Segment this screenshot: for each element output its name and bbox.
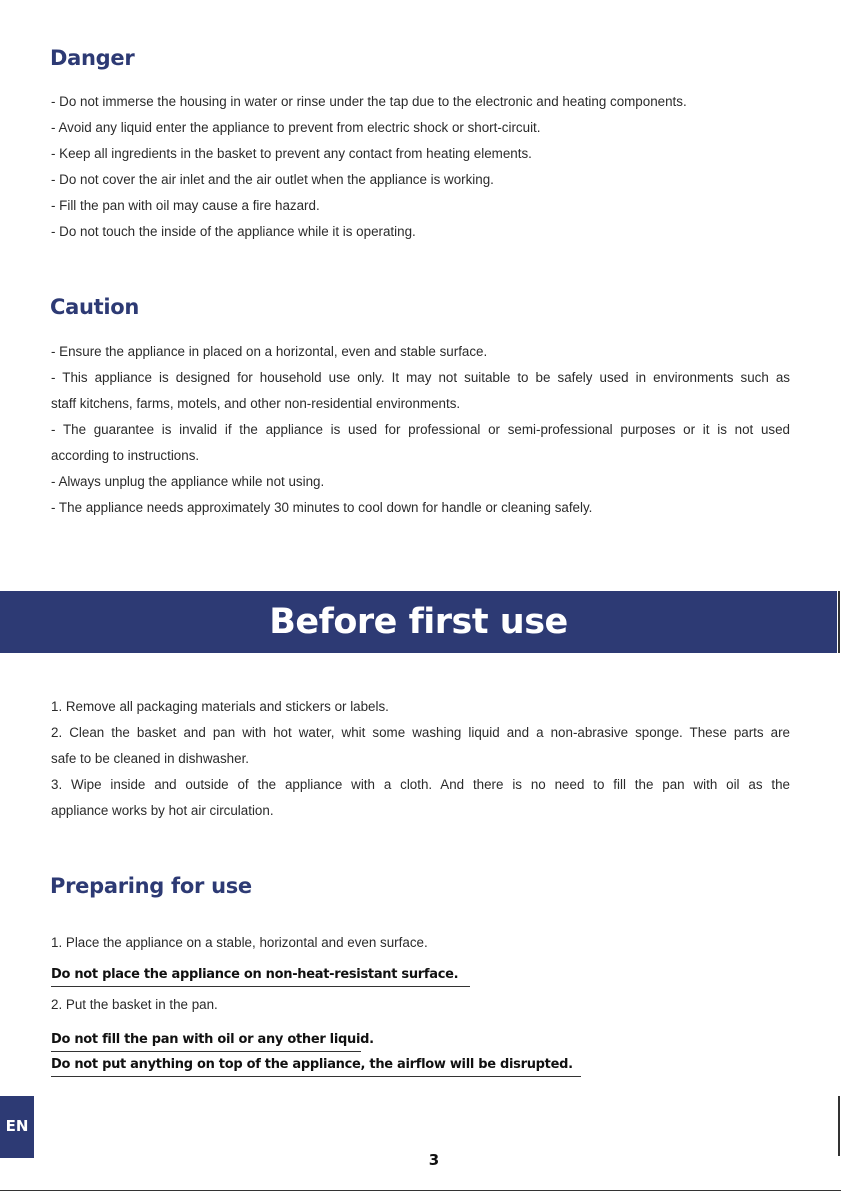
- list-item: - Always unplug the appliance while not using.: [51, 474, 325, 489]
- list-item: - The appliance needs approximately 30 minutes to cool down for handle or cleaning safely.: [51, 500, 593, 515]
- list-item: 1. Remove all packaging materials and stickers or labels.: [51, 699, 389, 714]
- list-item: - Ensure the appliance in placed on a horizontal, even and stable surface.: [51, 344, 488, 359]
- list-item: - Do not cover the air inlet and the air outlet when the appliance is working.: [51, 172, 494, 187]
- list-item: - The guarantee is invalid if the appliance is used for professional or semi-professional purposes or it is not used: [51, 422, 790, 437]
- warning-note: Do not put anything on top of the appliance, the airflow will be disrupted.: [51, 1056, 581, 1077]
- list-item: - Keep all ingredients in the basket to prevent any contact from heating elements.: [51, 146, 532, 161]
- edge-mark: [838, 1096, 840, 1156]
- list-item: - Avoid any liquid enter the appliance to prevent from electric shock or short-circuit.: [51, 120, 541, 135]
- before-first-use-list: [51, 694, 790, 824]
- list-item: - This appliance is designed for household use only. It may not suitable to be safely used in environments such as: [51, 370, 790, 385]
- language-tab: EN: [0, 1096, 34, 1158]
- edge-mark: [838, 591, 840, 653]
- list-item: - Fill the pan with oil may cause a fire hazard.: [51, 198, 320, 213]
- list-item: according to instructions.: [51, 448, 200, 463]
- danger-heading: Danger: [50, 46, 135, 70]
- list-item: appliance works by hot air circulation.: [51, 803, 274, 818]
- preparing-step-2: 2. Put the basket in the pan.: [51, 997, 218, 1012]
- page-number: 3: [428, 1151, 440, 1169]
- warning-note: Do not place the appliance on non-heat-resistant surface.: [51, 966, 470, 987]
- list-item: 2. Clean the basket and pan with hot water, whit some washing liquid and a non-abrasive sponge. These parts are: [51, 725, 790, 740]
- danger-list: [51, 89, 790, 245]
- list-item: 3. Wipe inside and outside of the appliance with a cloth. And there is no need to fill the pan with oil as the: [51, 777, 790, 792]
- section-banner: [0, 591, 837, 653]
- list-item: safe to be cleaned in dishwasher.: [51, 751, 250, 766]
- list-item: staff kitchens, farms, motels, and other non-residential environments.: [51, 396, 461, 411]
- list-item: - Do not touch the inside of the appliance while it is operating.: [51, 224, 416, 239]
- warning-note: Do not fill the pan with oil or any other liquid.: [51, 1031, 361, 1052]
- caution-heading: Caution: [50, 295, 140, 319]
- bottom-rule: [0, 1190, 841, 1191]
- list-item: - Do not immerse the housing in water or rinse under the tap due to the electronic and heating components.: [51, 94, 687, 109]
- preparing-step-1: 1. Place the appliance on a stable, horizontal and even surface.: [51, 935, 428, 950]
- preparing-heading: Preparing for use: [50, 874, 252, 898]
- caution-list: [51, 339, 790, 521]
- banner-title: Before first use: [269, 602, 568, 642]
